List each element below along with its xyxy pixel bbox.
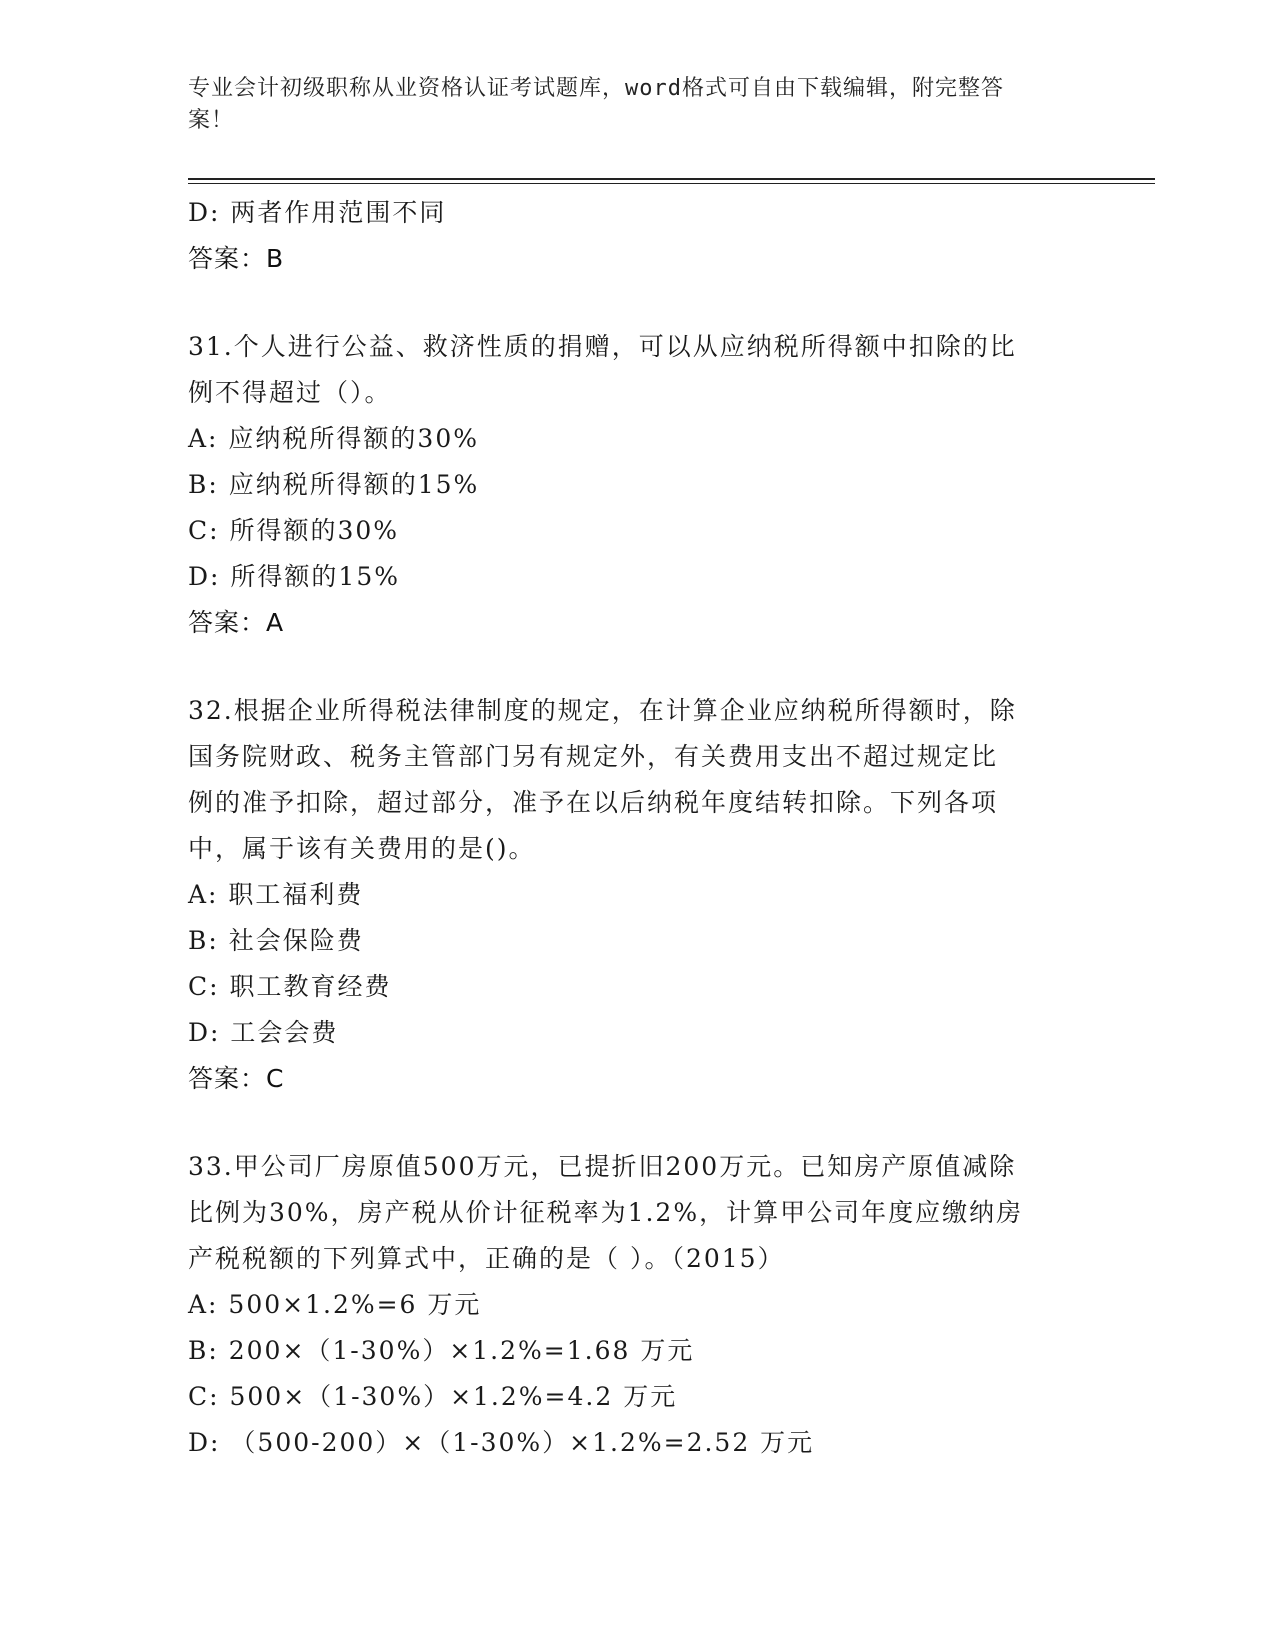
header-divider-thin bbox=[188, 183, 1155, 184]
document-header-note bbox=[188, 73, 1068, 137]
question-stem-line: 产税税额的下列算式中，正确的是（ ）。（2015） bbox=[188, 1244, 785, 1273]
option-d: D: 两者作用范围不同 bbox=[188, 198, 447, 227]
question-block-33 bbox=[188, 1144, 1088, 1466]
option-d: D: （500-200）×（1-30%）×1.2%=2.52 万元 bbox=[188, 1428, 815, 1457]
spacer bbox=[188, 646, 1088, 688]
question-list bbox=[188, 190, 1088, 1466]
header-line-2: 案！ bbox=[188, 108, 235, 133]
option-b: B: 应纳税所得额的15% bbox=[188, 470, 480, 499]
header-divider-thick bbox=[188, 178, 1155, 180]
answer-label: 答案：B bbox=[188, 244, 285, 273]
question-stem-line: 31.个人进行公益、救济性质的捐赠，可以从应纳税所得额中扣除的比 bbox=[188, 332, 1017, 361]
question-block-31 bbox=[188, 324, 1088, 646]
question-stem-line: 32.根据企业所得税法律制度的规定，在计算企业应纳税所得额时，除 bbox=[188, 696, 1017, 725]
question-block-32 bbox=[188, 688, 1088, 1102]
question-block-30 bbox=[188, 190, 1088, 282]
option-a: A: 职工福利费 bbox=[188, 880, 364, 909]
spacer bbox=[188, 282, 1088, 324]
header-line-1: 专业会计初级职称从业资格认证考试题库，word格式可自由下载编辑，附完整答 bbox=[188, 76, 1004, 101]
option-d: D: 工会会费 bbox=[188, 1018, 339, 1047]
option-d: D: 所得额的15% bbox=[188, 562, 400, 591]
question-stem-line: 国务院财政、税务主管部门另有规定外，有关费用支出不超过规定比 bbox=[188, 742, 999, 771]
option-a: A: 500×1.2%=6 万元 bbox=[188, 1290, 482, 1319]
option-b: B: 社会保险费 bbox=[188, 926, 364, 955]
option-c: C: 职工教育经费 bbox=[188, 972, 392, 1001]
option-a: A: 应纳税所得额的30% bbox=[188, 424, 479, 453]
question-stem-line: 比例为30%，房产税从价计征税率为1.2%，计算甲公司年度应缴纳房 bbox=[188, 1198, 1024, 1227]
question-stem-line: 例的准予扣除，超过部分，准予在以后纳税年度结转扣除。下列各项 bbox=[188, 788, 999, 817]
spacer bbox=[188, 1102, 1088, 1144]
option-c: C: 所得额的30% bbox=[188, 516, 400, 545]
option-c: C: 500×（1-30%）×1.2%=4.2 万元 bbox=[188, 1382, 678, 1411]
question-stem-line: 例不得超过（）。 bbox=[188, 378, 392, 407]
answer-label: 答案：C bbox=[188, 1064, 285, 1093]
question-stem-line: 中，属于该有关费用的是()。 bbox=[188, 834, 536, 863]
question-stem-line: 33.甲公司厂房原值500万元，已提折旧200万元。已知房产原值减除 bbox=[188, 1152, 1017, 1181]
answer-label: 答案：A bbox=[188, 608, 285, 637]
option-b: B: 200×（1-30%）×1.2%=1.68 万元 bbox=[188, 1336, 695, 1365]
